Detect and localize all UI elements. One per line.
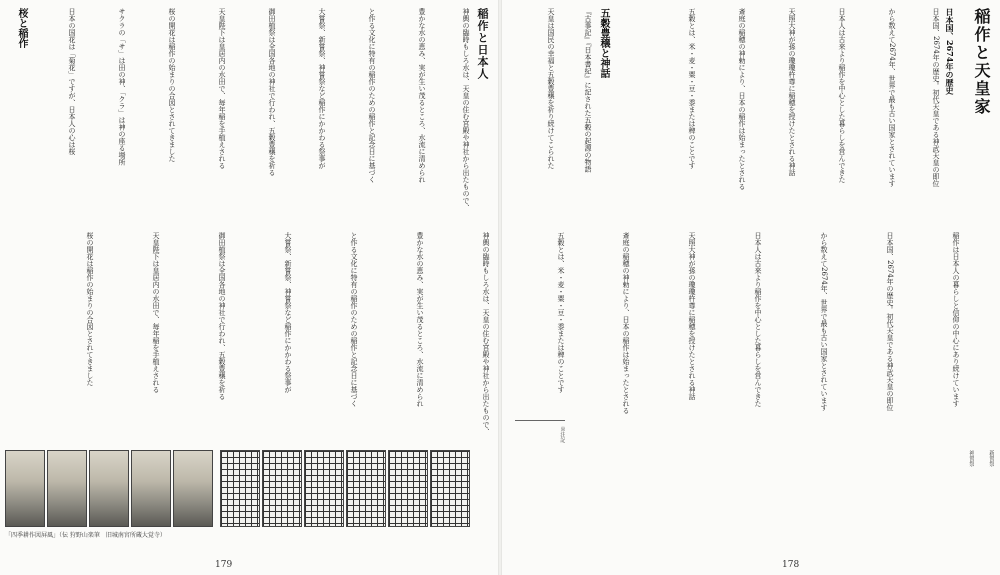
left-body-col-16: 桜の開花は稲作の始まりの合図とされてきました [86,232,94,386]
left-body-col-8: サクラの「サ」は田の神、「クラ」は神の座る場所 [118,8,126,166]
left-body-col-3: と作る文化に特有の稲作のための稲作と記念日に基づく [368,8,376,183]
right-body-col-3: 日本人は古来より稲作を中心とした暮らしを営んできた [838,8,846,183]
left-body-col-10: 神輿の臨時もしろ水は、天皇の住む宮殿や神社から出たもので、 [482,232,490,435]
left-body-col-7: 桜の開花は稲作の始まりの合図とされてきました [168,8,176,162]
left-body-col-2: 豊かな水の恵み、実が生い茂るところ、水流に清められ [418,8,426,183]
right-body-col-8: 天皇は国民の幸福と五穀豊穣を祈り続けてこられた [547,8,555,169]
folding-screen-panel-2 [47,450,87,527]
right-body-col-15: 五穀とは、米・麦・粟・豆・黍または稗のことです [557,232,565,393]
right-body-col-7: 『古事記』『日本書紀』に記された五穀の起源の物語 [584,8,592,173]
left-body-col-13: 大嘗祭、新嘗祭、神嘗祭など稲作にかかわる祭事が [284,232,292,393]
right-body-col-2: から数えて2674年、世界で最も古い国家とされています [888,8,896,187]
right-body-col-6: 五穀とは、米・麦・粟・豆・黍または稗のことです [688,8,696,169]
right-page-note: ※注記 [559,426,565,443]
shoji-screen-panel-2 [262,450,302,527]
folding-screen-panel-1 [5,450,45,527]
right-body-col-14: 斎庭の稲穂の神勅により、日本の稲作は始まったとされる [622,232,630,414]
left-body-col-15: 天皇陛下は皇居内の水田で、毎年稲を手植えされる [152,232,160,393]
left-body-col-5: 御田植祭は全国各地の神社で行われ、五穀豊穣を祈る [268,8,276,176]
figure-caption: 「四季耕作図屏風」（伝 狩野山楽筆 旧城南宮所蔵大覚寺） [5,532,166,539]
book-gutter [498,0,502,575]
left-body-col-4: 大嘗祭、新嘗祭、神嘗祭など稲作にかかわる祭事が [318,8,326,169]
right-margin-note-2: 神嘗祭 [968,450,974,467]
folding-screen-panel-4 [131,450,171,527]
right-subheading: 日本国、2674年の歴史 [945,8,955,95]
left-body-col-12: と作る文化に特有の稲作のための稲作と記念日に基づく [350,232,358,407]
right-body-col-4: 天照大神が孫の瓊瓊杵尊に稲穂を授けたとされる神話 [788,8,796,176]
left-heading-cherry-and-rice: 桜と稲作 [16,8,27,48]
right-margin-note-1: 新嘗祭 [988,450,994,467]
shoji-screen-panel-6 [430,450,470,527]
left-heading-rice-and-japanese: 稲作と日本人 [476,8,489,80]
right-page-number: 178 [782,560,800,570]
right-body-col-11: から数えて2674年、世界で最も古い国家とされています [820,232,828,411]
right-body-col-1: 日本国、2674年の歴史。初代天皇である神武天皇の即位 [932,8,940,187]
shoji-screen-panel-1 [220,450,260,527]
folding-screen-panel-5 [173,450,213,527]
folding-screen-panel-3 [89,450,129,527]
right-heading-rice-and-imperial-family: 稲作と天皇家 [972,8,991,116]
left-body-col-6: 天皇陛下は皇居内の水田で、毎年稲を手植えされる [218,8,226,169]
shoji-screen-panel-4 [346,450,386,527]
left-body-col-14: 御田植祭は全国各地の神社で行われ、五穀豊穣を祈る [218,232,226,400]
left-body-col-1: 神輿の臨時もしろ水は、天皇の住む宮殿や神社から出たもので、 [462,8,470,211]
left-body-col-9: 日本の国花は「菊花」ですが、日本人の心は桜 [68,8,76,155]
right-body-col-13: 天照大神が孫の瓊瓊杵尊に稲穂を授けたとされる神話 [688,232,696,400]
right-heading-harvest-and-myth: 五穀豊穣と神話 [598,8,609,78]
left-body-col-11: 豊かな水の恵み、実が生い茂るところ、水流に清められ [416,232,424,407]
right-body-col-10: 日本国、2674年の歴史。初代天皇である神武天皇の即位 [886,232,894,411]
left-page-number: 179 [215,560,233,570]
note-divider [515,420,565,421]
right-body-col-12: 日本人は古来より稲作を中心とした暮らしを営んできた [754,232,762,407]
right-body-col-5: 斎庭の稲穂の神勅により、日本の稲作は始まったとされる [738,8,746,190]
shoji-screen-panel-5 [388,450,428,527]
right-body-col-9: 稲作は日本人の暮らしと信仰の中心にあり続けています [952,232,960,407]
shoji-screen-panel-3 [304,450,344,527]
